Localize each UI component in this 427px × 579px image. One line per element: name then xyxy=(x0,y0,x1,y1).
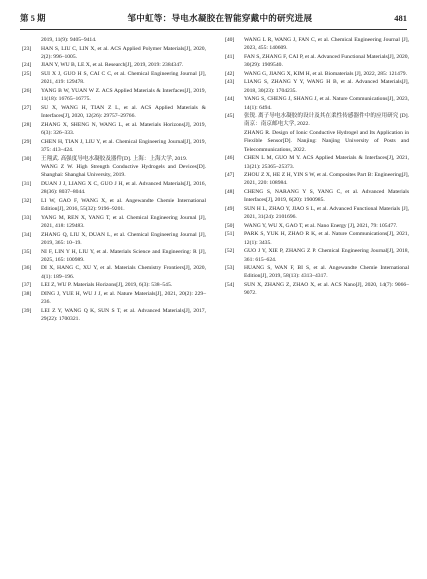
reference-entry xyxy=(225,154,409,171)
reference-number: [30] xyxy=(22,155,32,162)
reference-number: [28] xyxy=(22,121,32,128)
reference-text: PARK S, YUK H, ZHAO R K, et al. Nature Communications[J], 2021, 12(1): 3435. xyxy=(244,231,409,246)
reference-text: WANG Y, WU X, GAO T, et al. Nano Energy [J], 2021, 79: 105477. xyxy=(244,222,398,229)
reference-column-right xyxy=(225,36,409,298)
reference-number: [26] xyxy=(22,87,32,94)
reference-text: LEI Z, WU P. Materials Horizons[J], 2019, 6(3): 538–545. xyxy=(41,282,173,289)
reference-entry xyxy=(225,264,409,281)
running-title: 邹中虹等：导电水凝胶在智能穿戴中的研究进展 xyxy=(127,13,313,23)
reference-text: 张锐. 离子导电水凝胶的设计及其在柔性传感器件中的应用研究 [D]. 南京：南京邮电大学, 2022. xyxy=(244,113,409,128)
reference-number: [38] xyxy=(22,290,32,297)
page-header xyxy=(20,12,407,28)
reference-column-left xyxy=(22,36,206,324)
reference-number: [47] xyxy=(225,172,235,179)
reference-entry xyxy=(225,188,409,205)
reference-number: [25] xyxy=(22,71,32,78)
reference-number: [42] xyxy=(225,70,235,77)
reference-entry xyxy=(22,180,206,197)
reference-number: [46] xyxy=(225,155,235,162)
reference-text: LIANG S, ZHANG Y Y, WANG H B, et al. Advanced Materials[J], 2018, 30(23): 1704235. xyxy=(244,79,409,94)
reference-entry xyxy=(22,231,206,248)
reference-text: DUAN J J, LIANG X C, GUO J H, et al. Advanced Materials[J], 2016, 28(36): 8037–8044. xyxy=(41,181,206,196)
reference-entry xyxy=(225,70,409,78)
reference-number: [39] xyxy=(22,307,32,314)
reference-number: [41] xyxy=(225,53,235,60)
reference-text: ZHANG R. Design of Ionic Conductive Hydrogel and Its Application in Flexible Sensor[D]. Nanjing: Nanjing University of Posts and Telecommunications, 2022. xyxy=(244,130,409,153)
reference-text: YANG M, REN X, YANG T, et al. Chemical Engineering Journal [J], 2021, 418: 129483. xyxy=(41,214,206,230)
reference-entry xyxy=(22,264,206,281)
reference-entry xyxy=(225,222,409,230)
reference-entry xyxy=(22,248,206,265)
reference-number: [53] xyxy=(225,265,235,272)
reference-number: [44] xyxy=(225,96,235,103)
header-rule xyxy=(20,29,407,30)
reference-text: 王翔武. 高强度导电水凝胶及器件[D]. 上海：上海大学, 2019. xyxy=(41,155,188,162)
page-number: 481 xyxy=(394,13,407,23)
reference-entry xyxy=(22,290,206,307)
reference-text: GUO J Y, XIE P, ZHANG Z P. Chemical Engineering Journal[J], 2018, 361: 615–624. xyxy=(244,248,409,263)
reference-text: YANG B W, YUAN W Z. ACS Applied Materials & Interfaces[J], 2019, 11(18): 16765–16775. xyxy=(41,87,206,103)
reference-entry xyxy=(22,121,206,138)
reference-text: DING J, YUE H, WU J J, et al. Nature Materials[J], 2021, 20(2): 229–236. xyxy=(41,290,206,306)
reference-text: ZHANG X, SHENG N, WANG L, et al. Materials Horizons[J], 2019, 6(3): 326–333. xyxy=(41,121,206,137)
reference-text: HUANG S, WAN F, BI S, et al. Angewandte Chemie International Edition[J], 2019, 58(13): 4313–4317. xyxy=(244,265,409,280)
reference-number: [48] xyxy=(225,189,235,196)
reference-entry xyxy=(22,138,206,155)
reference-text: NI F, LIN Y H, LIU Y, et al. Materials Science and Engineering: R [J], 2025, 165: 100989. xyxy=(41,248,206,263)
reference-entry xyxy=(225,129,409,154)
reference-number: [23] xyxy=(22,45,32,52)
reference-entry xyxy=(22,87,206,104)
reference-text: CHEN H, TIAN J, LIU Y, et al. Chemical Engineering Journal[J], 2019, 375: 413–424. xyxy=(41,138,206,153)
reference-number: [29] xyxy=(22,138,32,145)
reference-entry xyxy=(22,307,206,324)
reference-text: LEI Z Y, WANG Q K, SUN S T, et al. Advanced Materials[J], 2017, 29(22): 1700321. xyxy=(41,307,206,323)
reference-text: SUN H L, ZHAO Y, JIAO S L, et al. Advanced Functional Materials [J], 2021, 31(24): 2101696. xyxy=(244,205,409,221)
reference-text: WANG G, JIANG X, KIM H, et al. Biomaterials [J], 2022, 285: 121479. xyxy=(244,70,407,77)
reference-number: [24] xyxy=(22,62,32,69)
reference-text: HAN S, LIU C, LIN X, et al. ACS Applied Polymer Materials[J], 2020, 2(2): 996–1005. xyxy=(41,45,206,60)
reference-entry xyxy=(22,214,206,231)
reference-number: [34] xyxy=(22,231,32,238)
reference-entry xyxy=(22,281,206,289)
reference-entry xyxy=(225,112,409,129)
reference-entry xyxy=(22,197,206,214)
issue-label: 第 5 期 xyxy=(20,13,46,23)
reference-number: [35] xyxy=(22,248,32,255)
reference-number: [43] xyxy=(225,79,235,86)
reference-entry xyxy=(225,171,409,188)
reference-entry xyxy=(225,53,409,70)
reference-text: ZHOU Z X, HE Z H, YIN S W, et al. Composites Part B: Engineering[J], 2021, 220: 108984. xyxy=(244,172,409,187)
reference-text: CHENG S, NARANG Y S, YANG C, et al. Advanced Materials Interfaces[J], 2019, 6(20): 1900985. xyxy=(244,189,409,204)
reference-number: [31] xyxy=(22,181,32,188)
reference-text: WANG L R, WANG J, FAN C, et al. Chemical Engineering Journal [J], 2023, 455: 140609. xyxy=(244,37,409,52)
reference-entry xyxy=(22,70,206,87)
reference-number: [49] xyxy=(225,205,235,212)
reference-entry xyxy=(22,104,206,121)
reference-text: ZHANG Q, LIU X, DUAN L, et al. Chemical Engineering Journal [J], 2019, 365: 10–19. xyxy=(41,231,206,246)
reference-entry xyxy=(22,155,206,163)
reference-number: [52] xyxy=(225,248,235,255)
reference-text: YANG S, CHENG J, SHANG J, et al. Nature Communications[J], 2023, 14(1): 6494. xyxy=(244,96,409,111)
reference-entry xyxy=(225,95,409,112)
reference-text: JIAN Y, WU B, LE X, et al. Research[J], 2019, 2019: 2384347. xyxy=(41,62,184,69)
reference-entry xyxy=(225,281,409,298)
reference-number: [32] xyxy=(22,197,32,204)
reference-text: CHEN L M, GUO M Y. ACS Applied Materials & Interfaces[J], 2021, 13(21): 25365–25373. xyxy=(244,155,409,170)
reference-entry xyxy=(22,36,206,44)
reference-entry xyxy=(22,61,206,69)
reference-entry xyxy=(225,247,409,264)
reference-number: [37] xyxy=(22,282,32,289)
reference-entry xyxy=(225,36,409,53)
reference-text: SUI X J, GUO H S, CAI C C, et al. Chemical Engineering Journal [J], 2021, 419: 129478. xyxy=(41,71,206,86)
reference-entry xyxy=(225,230,409,247)
reference-number: [54] xyxy=(225,282,235,289)
reference-text: FAN S, ZHANG F, CAI P, et al. Advanced Functional Materials[J], 2020, 30(29): 1909540. xyxy=(244,53,409,69)
reference-number: [50] xyxy=(225,222,235,229)
reference-number: [40] xyxy=(225,37,235,43)
reference-entry xyxy=(225,205,409,222)
reference-number: [51] xyxy=(225,231,235,238)
reference-text: WANG Z W. High Strength Conductive Hydrogels and Devices[D]. Shanghai: Shanghai University, 2019. xyxy=(41,164,206,179)
reference-entry xyxy=(225,78,409,95)
reference-text: SU X, WANG H, TIAN Z L, et al. ACS Applied Materials & Interfaces[J], 2020, 12(26): 29757–29766. xyxy=(41,104,206,120)
reference-entry xyxy=(22,45,206,62)
reference-number: [33] xyxy=(22,214,32,221)
reference-number: [27] xyxy=(22,104,32,111)
reference-entry xyxy=(22,163,206,180)
reference-text: SUN X, ZHANG Z, ZHAO X, et al. ACS Nano[J], 2020, 14(7): 9066–9072. xyxy=(244,282,409,297)
reference-text: LI W, GAO F, WANG X, et al. Angewandte Chemie International Edition[J], 2016, 55(32): 9196–9201. xyxy=(41,197,206,213)
reference-number: [45] xyxy=(225,113,235,120)
reference-text: 2019, 11(9): 9405–9414. xyxy=(41,37,97,43)
reference-text: DI X, HANG C, XU Y, et al. Materials Chemistry Frontiers[J], 2020, 4(1): 189–196. xyxy=(41,265,206,280)
reference-number: [36] xyxy=(22,265,32,272)
